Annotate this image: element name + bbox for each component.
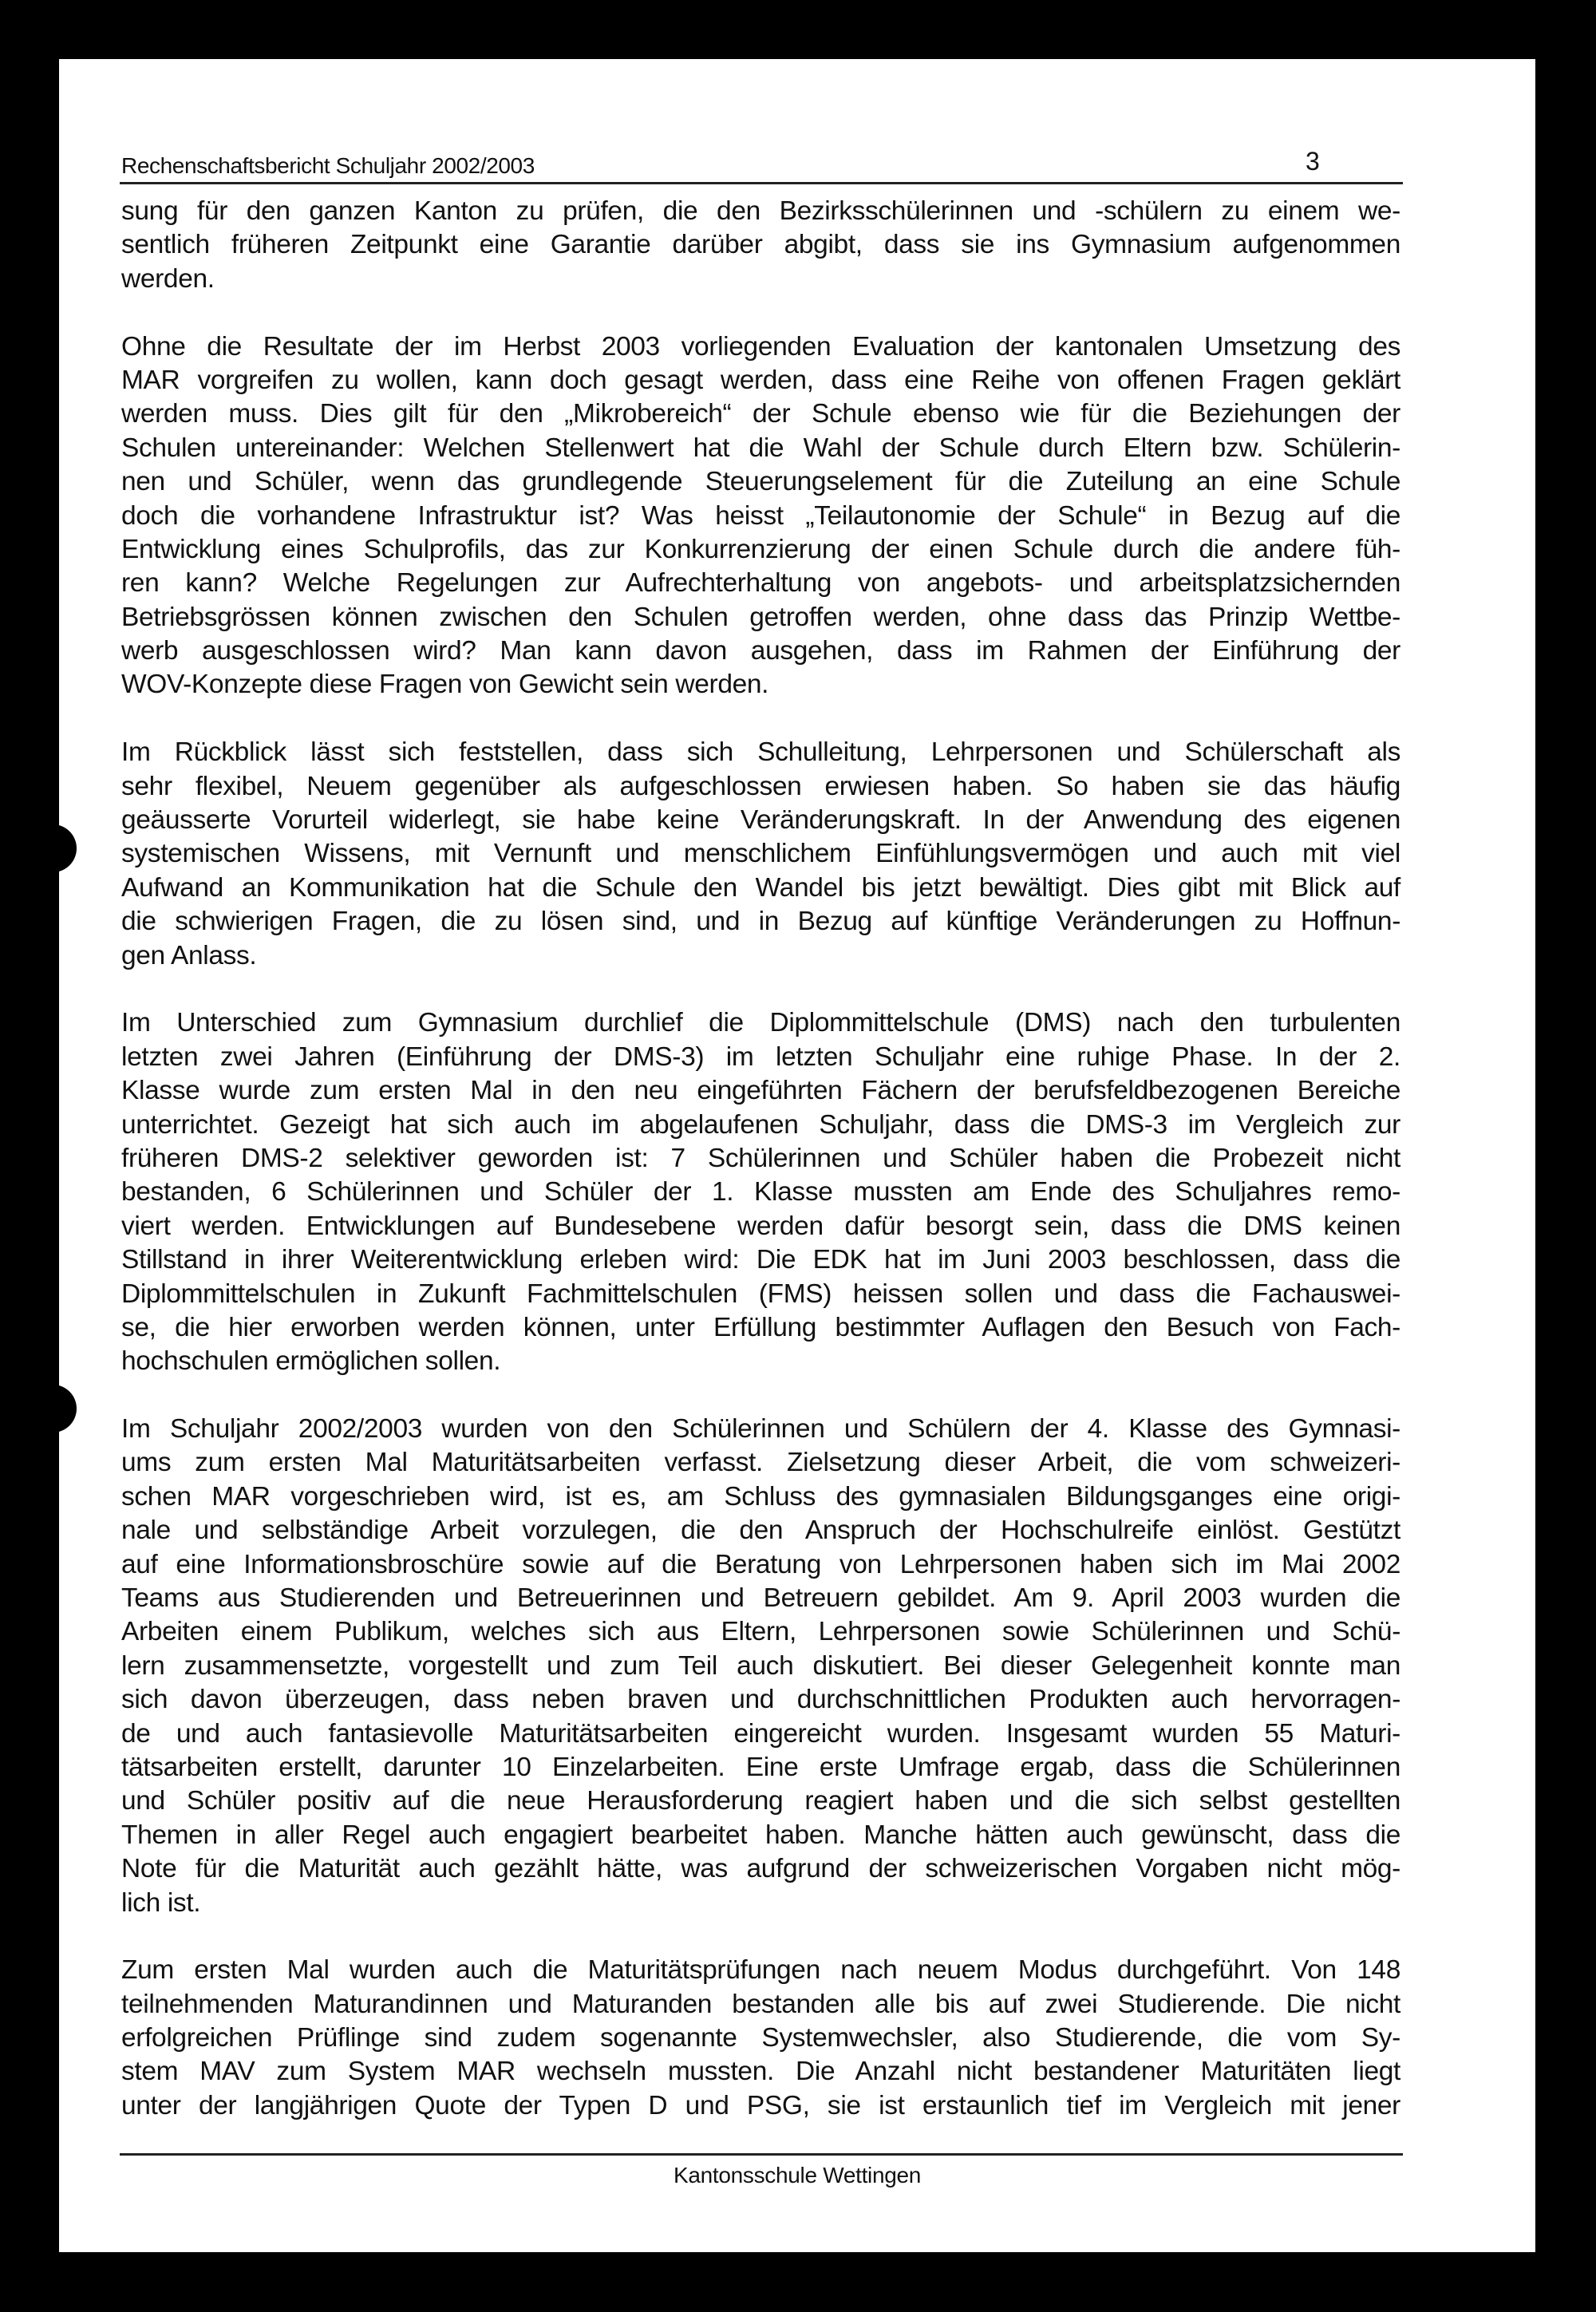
text-line: Klasse wurde zum ersten Mal in den neu eingeführten Fächern der berufsfeldbezogenen Bereiche <box>121 1076 1400 1106</box>
text-line: ums zum ersten Mal Maturitätsarbeiten verfasst. Zielsetzung dieser Arbeit, die vom schweizeri- <box>121 1448 1400 1478</box>
text-line: nen und Schüler, wenn das grundlegende Steuerungselement für die Zuteilung an eine Schule <box>121 467 1400 497</box>
text-line: erfolgreichen Prüflinge sind zudem sogenannte Systemwechsler, also Studierende, die vom Sy- <box>121 2023 1400 2053</box>
text-line: lern zusammensetzte, vorgestellt und zum Teil auch diskutiert. Bei dieser Gelegenheit konnte man <box>121 1650 1400 1681</box>
text-line: viert werden. Entwicklungen auf Bundesebene werden dafür besorgt sein, dass die DMS keinen <box>121 1211 1400 1241</box>
text-line: Aufwand an Kommunikation hat die Schule den Wandel bis jetzt bewältigt. Dies gibt mit Blick auf <box>121 872 1400 903</box>
text-line: die schwierigen Fragen, die zu lösen sind, und in Bezug auf künftige Veränderungen zu Hoffnun- <box>121 907 1400 937</box>
text-line: sung für den ganzen Kanton zu prüfen, die den Bezirksschülerinnen und -schülern zu einem we- <box>121 196 1400 226</box>
text-line: Themen in aller Regel auch engagiert bearbeitet haben. Manche hätten auch gewünscht, dass die <box>121 1820 1400 1850</box>
text-line: Im Rückblick lässt sich feststellen, dass sich Schulleitung, Lehrpersonen und Schülerschaft als <box>121 737 1400 768</box>
text-line: doch die vorhandene Infrastruktur ist? Was heisst „Teilautonomie der Schule“ in Bezug auf die <box>121 500 1400 531</box>
text-line: Ohne die Resultate der im Herbst 2003 vorliegenden Evaluation der kantonalen Umsetzung des <box>121 331 1400 362</box>
text-line: ren kann? Welche Regelungen zur Aufrechterhaltung von angebots- und arbeitsplatzsichernden <box>121 568 1400 599</box>
text-line: Note für die Maturität auch gezählt hätte, was aufgrund der schweizerischen Vorgaben nicht mög- <box>121 1854 1400 1884</box>
text-line: WOV-Konzepte diese Fragen von Gewicht sein werden. <box>121 670 769 700</box>
paragraph <box>121 195 1400 296</box>
paragraph <box>121 1413 1400 1920</box>
text-line: Stillstand in ihrer Weiterentwicklung erleben wird: Die EDK hat im Juni 2003 beschlossen, dass die <box>121 1245 1400 1275</box>
text-line: Diplommittelschulen in Zukunft Fachmittelschulen (FMS) heissen sollen und dass die Fachauswei- <box>121 1279 1400 1309</box>
text-line: MAR vorgreifen zu wollen, kann doch gesagt werden, dass eine Reihe von offenen Fragen geklärt <box>121 365 1400 395</box>
text-line: früheren DMS-2 selektiver geworden ist: 7 Schülerinnen und Schüler haben die Probezeit nicht <box>121 1143 1400 1173</box>
text-line: unterrichtet. Gezeigt hat sich auch im abgelaufenen Schuljahr, dass die DMS-3 im Vergleich zur <box>121 1109 1400 1140</box>
text-line: Im Unterschied zum Gymnasium durchlief die Diplommittelschule (DMS) nach den turbulenten <box>121 1008 1400 1038</box>
text-line: werb ausgeschlossen wird? Man kann davon ausgehen, dass im Rahmen der Einführung der <box>121 636 1400 666</box>
paragraph <box>121 1954 1400 2123</box>
text-line: unter der langjährigen Quote der Typen D und PSG, sie ist erstaunlich tief im Vergleich mit jener <box>121 2090 1400 2120</box>
text-line: Arbeiten einem Publikum, welches sich aus Eltern, Lehrpersonen sowie Schülerinnen und Schü- <box>121 1617 1400 1647</box>
text-line: werden muss. Dies gilt für den „Mikrobereich“ der Schule ebenso wie für die Beziehungen der <box>121 399 1400 429</box>
text-line: und Schüler positiv auf die neue Herausforderung reagiert haben und die sich selbst gestellten <box>121 1786 1400 1816</box>
page-number: 3 <box>1306 147 1320 176</box>
text-line: tätsarbeiten erstellt, darunter 10 Einzelarbeiten. Eine erste Umfrage ergab, dass die Schülerinnen <box>121 1752 1400 1782</box>
header-title: Rechenschaftsbericht Schuljahr 2002/2003 <box>121 153 535 178</box>
header-rule <box>120 182 1403 184</box>
text-line: Entwicklung eines Schulprofils, das zur Konkurrenzierung der einen Schule durch die andere füh- <box>121 534 1400 564</box>
text-line: gen Anlass. <box>121 940 257 970</box>
text-line: systemischen Wissens, mit Vernunft und menschlichem Einfühlungsvermögen und auch mit viel <box>121 839 1400 869</box>
text-line: letzten zwei Jahren (Einführung der DMS-3) im letzten Schuljahr eine ruhige Phase. In der 2. <box>121 1041 1400 1072</box>
text-line: schen MAR vorgeschrieben wird, ist es, am Schluss des gymnasialen Bildungsganges eine origi- <box>121 1481 1400 1512</box>
text-line: sentlich früheren Zeitpunkt eine Garantie darüber abgibt, dass sie ins Gymnasium aufgenommen <box>121 230 1400 260</box>
document-page <box>59 59 1535 2252</box>
text-line: Zum ersten Mal wurden auch die Maturitätsprüfungen nach neuem Modus durchgeführt. Von 148 <box>121 1955 1400 1986</box>
paragraph <box>121 736 1400 973</box>
body-text <box>121 195 1400 2123</box>
text-line: de und auch fantasievolle Maturitätsarbeiten eingereicht wurden. Insgesamt wurden 55 Maturi- <box>121 1718 1400 1749</box>
text-line: nale und selbständige Arbeit vorzulegen, die den Anspruch der Hochschulreife einlöst. Gestützt <box>121 1516 1400 1546</box>
text-line: stem MAV zum System MAR wechseln mussten. Die Anzahl nicht bestandener Maturitäten liegt <box>121 2057 1400 2087</box>
text-line: Im Schuljahr 2002/2003 wurden von den Schülerinnen und Schülern der 4. Klasse des Gymnasi- <box>121 1414 1400 1445</box>
text-line: Teams aus Studierenden und Betreuerinnen und Betreuern gebildet. Am 9. April 2003 wurden die <box>121 1583 1400 1614</box>
text-line: sehr flexibel, Neuem gegenüber als aufgeschlossen erwiesen haben. So haben sie das häufig <box>121 771 1400 801</box>
text-line: teilnehmenden Maturandinnen und Maturanden bestanden alle bis auf zwei Studierende. Die nicht <box>121 1989 1400 2019</box>
paragraph <box>121 330 1400 702</box>
footer-text: Kantonsschule Wettingen <box>673 2163 922 2188</box>
text-line: sich davon überzeugen, dass neben braven und durchschnittlichen Produkten auch hervorragen- <box>121 1685 1400 1715</box>
paragraph <box>121 1006 1400 1378</box>
text-line: Schulen untereinander: Welchen Stellenwert hat die Wahl der Schule durch Eltern bzw. Schülerin- <box>121 433 1400 463</box>
text-line: Betriebsgrössen können zwischen den Schulen getroffen werden, ohne dass das Prinzip Wettbe- <box>121 602 1400 632</box>
footer-rule <box>120 2153 1403 2156</box>
text-line: hochschulen ermöglichen sollen. <box>121 1346 501 1377</box>
text-line: se, die hier erworben werden können, unter Erfüllung bestimmter Auflagen den Besuch von Fach- <box>121 1312 1400 1342</box>
text-line: werden. <box>121 263 215 294</box>
text-line: geäusserte Vorurteil widerlegt, sie habe keine Veränderungskraft. In der Anwendung des eigenen <box>121 805 1400 836</box>
text-line: lich ist. <box>121 1887 201 1918</box>
text-line: bestanden, 6 Schülerinnen und Schüler der 1. Klasse mussten am Ende des Schuljahres remo- <box>121 1177 1400 1207</box>
text-line: auf eine Informationsbroschüre sowie auf die Beratung von Lehrpersonen haben sich im Mai 2002 <box>121 1549 1400 1579</box>
